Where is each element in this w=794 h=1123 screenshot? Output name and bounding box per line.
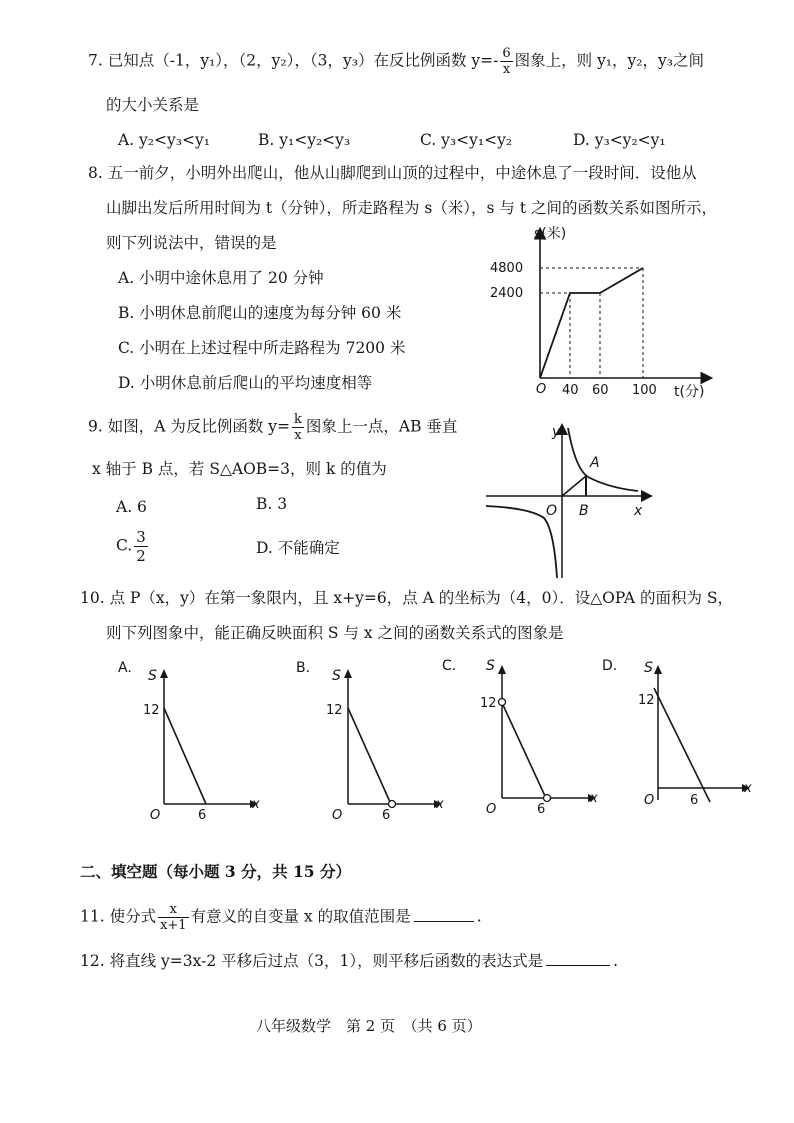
q9-text-a: 9. 如图，A 为反比例函数 y= [88,417,291,436]
q9-x-label: x [634,503,643,519]
q10b-y-arrow [344,669,352,678]
q10c-xtick: 6 [537,802,546,817]
q9-text-b: 图象上一点，AB 垂直 [305,417,458,436]
q9-y-label: y [552,424,561,440]
q10c-open-point-x [544,795,551,802]
q10c-x-label: x [590,791,598,806]
q10b-line [348,708,390,802]
q10c-letter: C. [442,658,457,674]
q12-period: . [613,952,619,970]
q10d-origin: O [644,793,655,808]
q10a-line [164,708,206,804]
q12-line [80,951,618,971]
q11-fraction [158,902,189,933]
q10b-open-point [389,801,396,808]
q11-frac-num: x [158,902,189,918]
q11-text-a: 11. 使分式 [80,907,157,926]
q9-frac-den: x [294,428,302,443]
q10c-ytick: 12 [480,696,497,711]
q7-frac-num: 6 [502,46,511,61]
q8-xtick-40: 40 [562,383,579,398]
q10-line1: 10. 点 P（x，y）在第一象限内，且 x+y=6，点 A 的坐标为（4，0）．设△OPA 的面积为 S， [80,589,734,607]
q10a-origin: O [150,808,161,823]
q7-text-b: 图象上，则 y₁，y₂，y₃之间 [514,51,704,70]
page-footer: 八年级数学 第 2 页 （共 6 页） [256,1017,482,1035]
q9-line2: x 轴于 B 点，若 S△AOB=3，则 k 的值为 [92,460,387,478]
q11-line [80,902,482,933]
q10d-xtick: 6 [690,793,699,808]
q10-graph-d [600,652,760,822]
q10-graph-b [290,656,450,826]
q11-frac-den: x+1 [160,918,187,933]
q10a-ytick: 12 [143,703,160,718]
q10d-ytick: 12 [638,693,655,708]
q10a-y-arrow [160,669,168,678]
q10c-origin: O [486,802,497,817]
q8-ytick-2400: 2400 [490,286,524,301]
q8-xlabel: t(分) [674,384,705,400]
q8-option-a: A. 小明中途休息用了 20 分钟 [118,269,324,287]
q9-option-a: A. 6 [116,498,147,516]
q8-origin: O [536,382,547,397]
q11-period: . [476,907,482,926]
q8-xtick-100: 100 [632,383,657,398]
q9-frac-num: k [294,412,302,427]
q10b-x-label: x [436,797,444,812]
q10b-xtick: 6 [382,808,391,823]
q10c-open-point-y [499,699,506,706]
q10b-ytick: 12 [326,703,343,718]
q10d-y-arrow [654,665,662,674]
q7-frac-den: x [502,62,511,77]
q9-line1 [88,412,457,443]
q10a-s-label: S [148,668,157,684]
q8-option-b: B. 小明休息前爬山的速度为每分钟 60 米 [118,304,402,322]
q9-option-c-num: 3 [136,528,146,546]
q10c-y-arrow [498,665,506,674]
q9-option-b: B. 3 [256,495,288,513]
q7-option-b: B. y₁<y₂<y₃ [258,131,351,149]
q8-distance-time-chart [490,220,730,410]
q9-fraction [292,412,304,443]
q7-option-c: C. y₃<y₁<y₂ [420,131,513,149]
q9-option-c-label: C. [116,536,133,555]
q12-text: 12. 将直线 y=3x-2 平移后过点（3，1），则平移后函数的表达式是 [80,952,544,970]
q10d-letter: D. [602,658,618,674]
q8-line2: 山脚出发后所用时间为 t（分钟），所走路程为 s（米），s 与 t 之间的函数关系如图所示， [106,199,718,217]
q10-line2: 则下列图象中，能正确反映面积 S 与 x 之间的函数关系式的图象是 [106,624,564,642]
q9-option-c [116,528,150,565]
q12-answer-blank[interactable] [546,951,610,966]
q8-option-d: D. 小明休息前后爬山的平均速度相等 [118,374,373,392]
q10-graph-c [438,652,608,822]
q8-ytick-4800: 4800 [490,261,524,276]
q10b-s-label: S [332,668,341,684]
q10d-line [654,688,710,802]
q7-option-a: A. y₂<y₃<y₁ [118,131,210,149]
q7-line1 [88,46,704,77]
q9-origin-label: O [546,503,558,519]
q7-option-d: D. y₃<y₂<y₁ [573,131,666,149]
q8-line3: 则下列说法中，错误的是 [106,234,277,252]
q11-answer-blank[interactable] [414,907,474,922]
q10b-origin: O [332,808,343,823]
section2-heading: 二、填空题（每小题 3 分，共 15 分） [80,862,351,881]
q9-option-c-fraction [134,528,148,565]
q11-text-b: 有意义的自变量 x 的取值范围是 [190,907,411,926]
q9-point-b-label: B [579,503,589,519]
q9-segment-oa [562,476,586,496]
q10a-x-label: x [252,797,260,812]
q8-option-c: C. 小明在上述过程中所走路程为 7200 米 [118,339,406,357]
q10d-x-label: x [744,781,752,796]
q10a-letter: A. [118,660,132,676]
q8-path-line [540,268,643,378]
q8-xtick-60: 60 [592,383,609,398]
q8-line1: 8. 五一前夕，小明外出爬山，他从山脚爬到山顶的过程中，中途休息了一段时间．设他从 [88,164,697,182]
q10-graph-a [112,656,262,826]
q9-option-d: D. 不能确定 [256,539,340,557]
q10c-s-label: S [486,658,495,674]
q8-ylabel: s(米) [534,226,567,242]
q7-fraction [500,46,512,77]
q10d-s-label: S [644,660,653,676]
q7-line2: 的大小关系是 [106,96,200,114]
q9-hyperbola-chart [480,420,660,580]
q10a-xtick: 6 [198,808,207,823]
q9-point-a-label: A [590,455,600,471]
q10c-line [503,705,545,796]
q10b-letter: B. [296,660,311,676]
q9-option-c-den: 2 [136,547,146,565]
q7-text-a: 7. 已知点（-1，y₁），（2，y₂），（3，y₃）在反比例函数 y=- [88,51,499,70]
